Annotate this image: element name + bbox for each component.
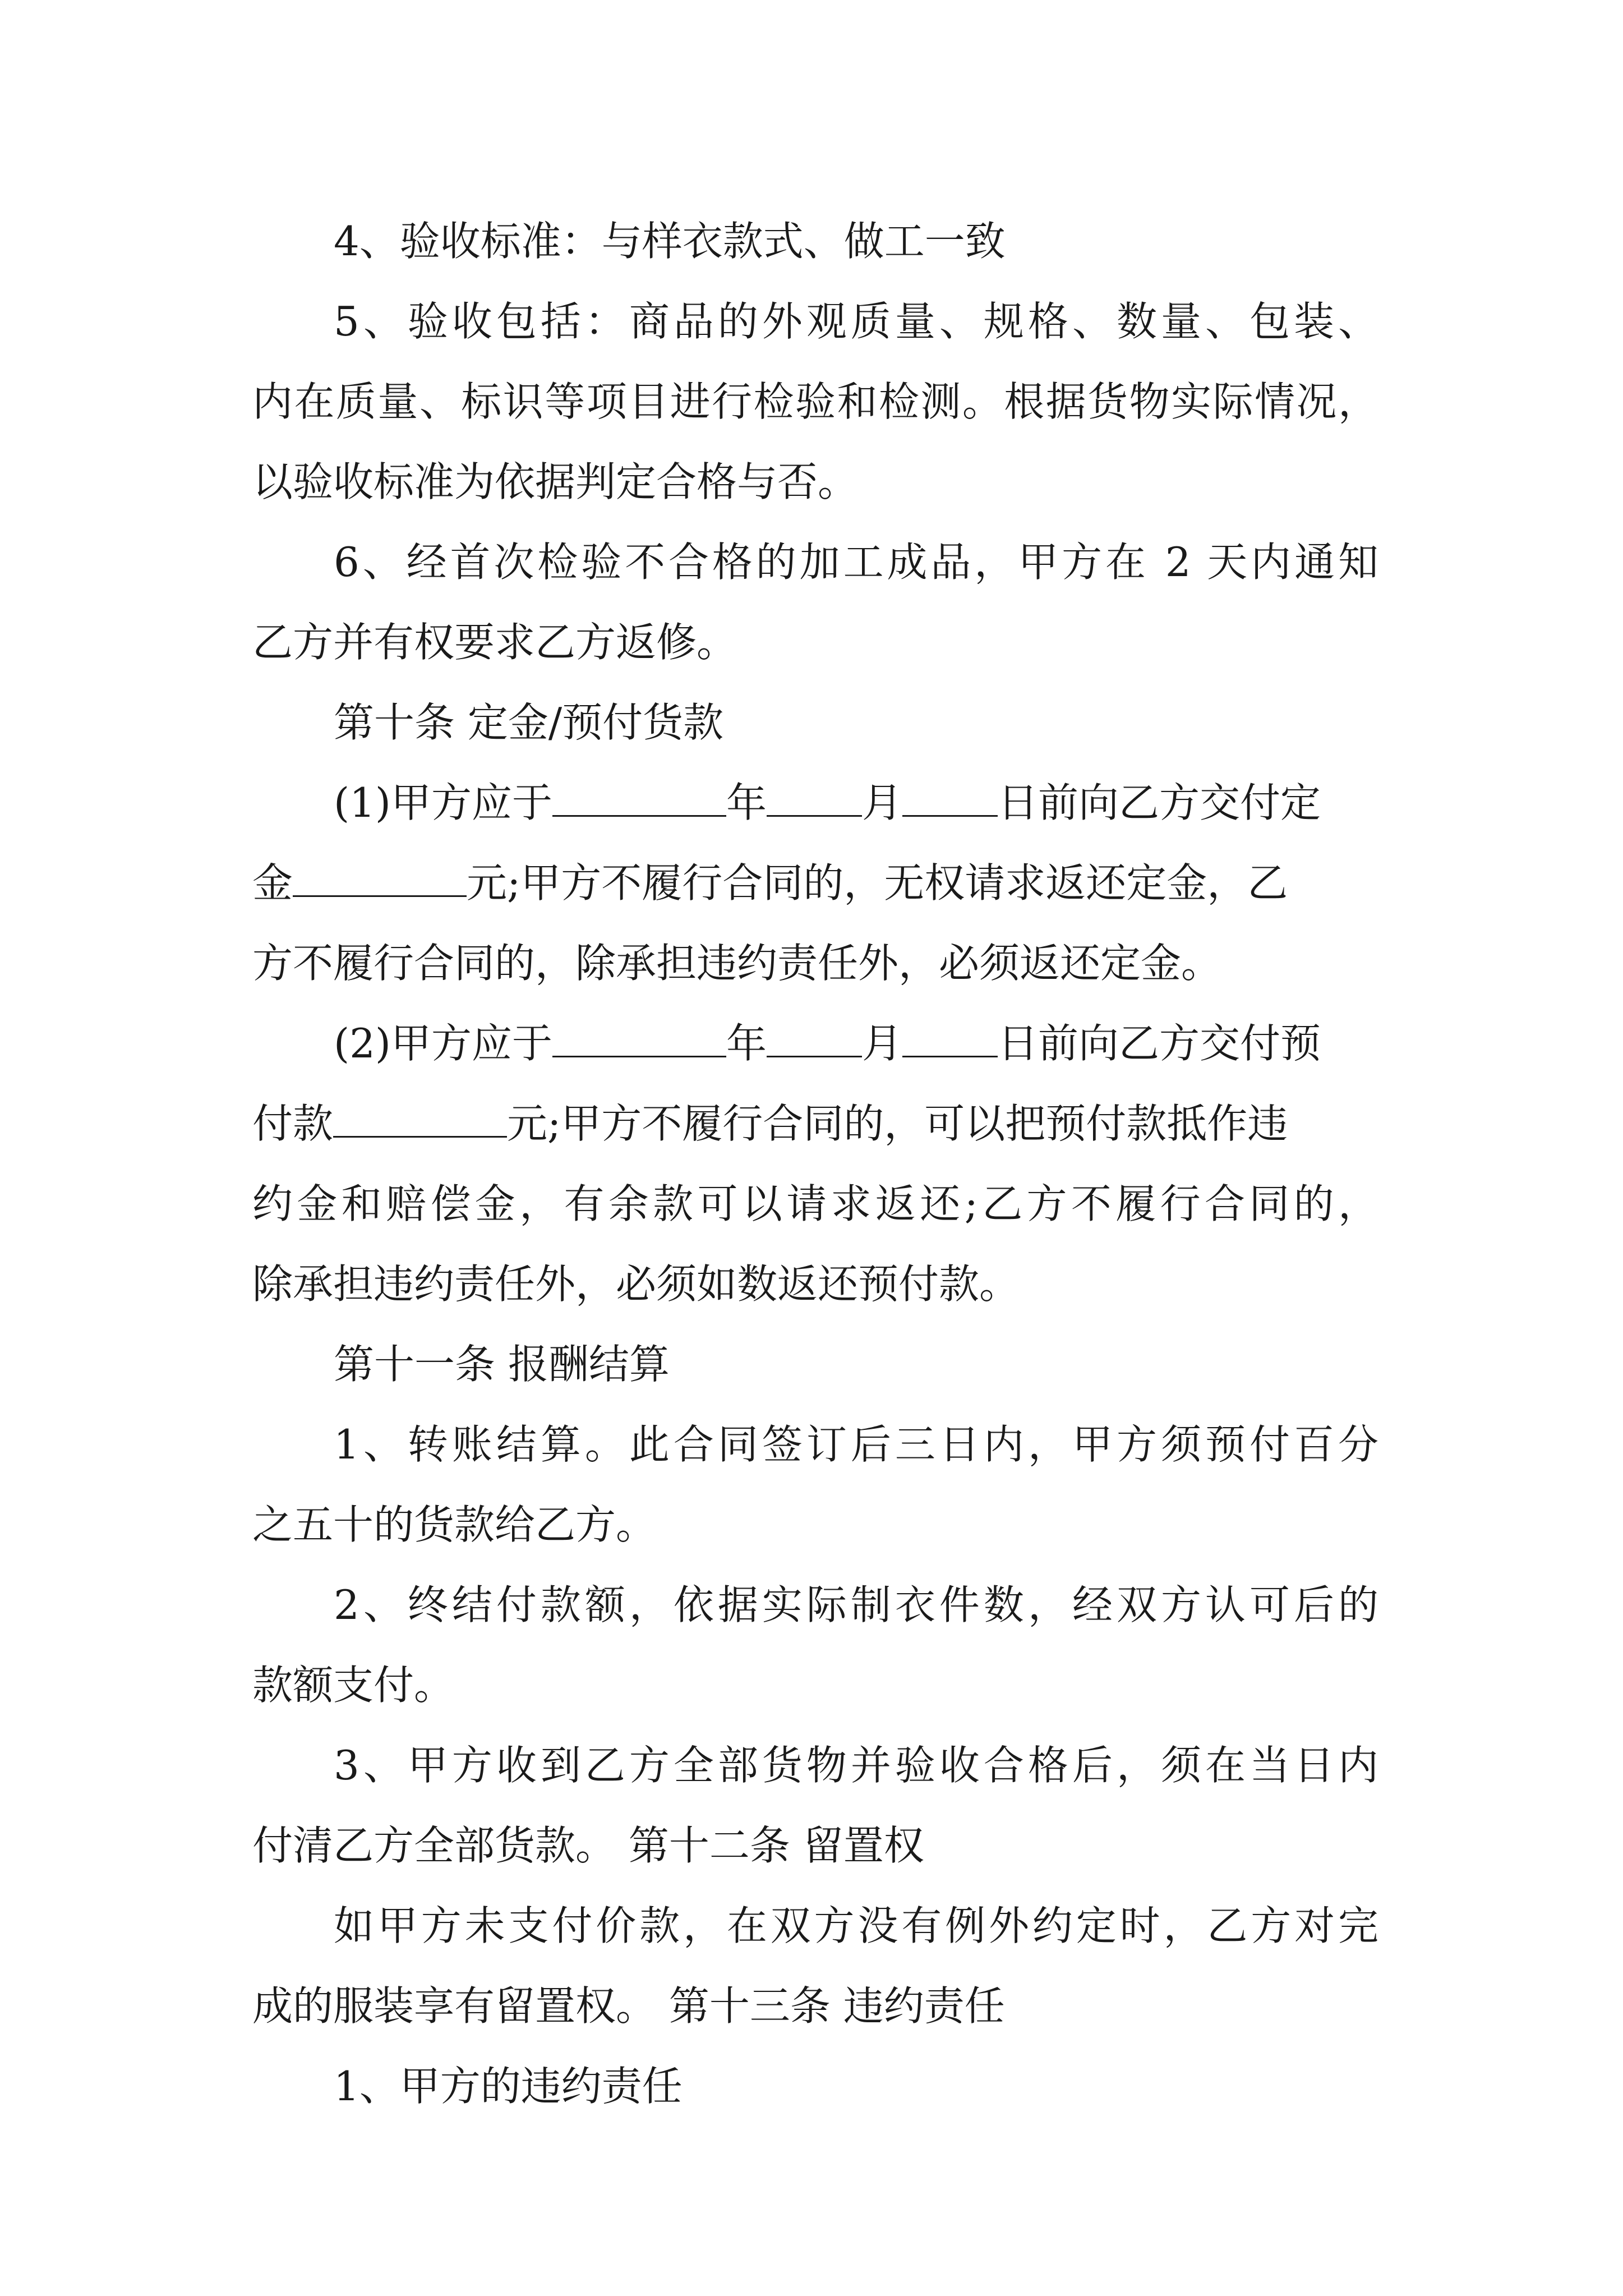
blank-field-year [552,1016,726,1057]
settlement-item-3-line-1 [252,1726,1378,1806]
blank-field-month [767,1016,862,1057]
settlement-item-2-line-1 [252,1565,1378,1645]
text-span: 约金和赔偿金，有余款可以请求返还;乙方不履行合同的， [252,1180,1378,1227]
text-span: 1、甲方的违约责任 [334,2063,683,2110]
blank-field-day [902,1016,998,1057]
text-span: 金 [252,859,293,907]
text-span: 元;甲方不履行合同的，可以把预付款抵作违 [507,1100,1288,1147]
text-span: (1)甲方应于 [334,779,552,826]
acceptance-standard-line [252,201,1378,282]
text-span: 日前向乙方交付定 [998,779,1321,826]
blank-field-day [902,776,998,817]
acceptance-scope-line-3 [252,442,1378,522]
liability-item-1 [252,2046,1378,2127]
text-span: 3、甲方收到乙方全部货物并验收合格后，须在当日内 [334,1742,1378,1789]
lien-clause-line-2 [252,1966,1378,2046]
text-span: 之五十的货款给乙方。 [252,1501,657,1548]
rework-line-2 [252,602,1378,683]
acceptance-scope-line-1 [252,282,1378,362]
text-span: (2)甲方应于 [334,1020,552,1067]
text-span: 日前向乙方交付预 [998,1020,1321,1067]
text-span: 方不履行合同的，除承担违约责任外，必须返还定金。 [252,940,1222,987]
prepayment-clause-line-3 [252,1164,1378,1244]
deposit-clause-line-3 [252,923,1378,1004]
prepayment-clause-line-4 [252,1244,1378,1324]
text-span: 6、经首次检验不合格的加工成品，甲方在 2 天内通知 [334,539,1378,586]
text-span: 月 [862,779,903,826]
contract-text [252,201,1378,2127]
section-heading: 第十条 定金/预付货款 [334,699,724,746]
article-11-heading [252,1324,1378,1405]
text-span: 付款 [252,1100,334,1147]
text-span: 4、验收标准：与样衣款式、做工一致 [334,218,1006,265]
acceptance-scope-line-2 [252,362,1378,442]
text-span: 除承担违约责任外，必须如数返还预付款。 [252,1260,1020,1308]
settlement-item-1-line-2 [252,1485,1378,1565]
rework-line-1 [252,522,1378,602]
blank-field-year [552,776,726,817]
text-span: 乙方并有权要求乙方返修。 [252,619,737,666]
prepayment-clause-line-2 [252,1084,1378,1164]
text-span: 2、终结付款额，依据实际制衣件数，经双方认可后的 [334,1581,1378,1628]
deposit-clause-line-2 [252,843,1378,923]
settlement-item-3-line-2 [252,1806,1378,1886]
section-heading: 第十一条 报酬结算 [334,1341,670,1388]
blank-field-month [767,776,862,817]
text-span: 如甲方未支付价款，在双方没有例外约定时，乙方对完 [334,1902,1378,1949]
text-span: 5、验收包括：商品的外观质量、规格、数量、包装、 [334,298,1378,345]
text-span: 年 [726,779,767,826]
blank-field-amount [333,1097,507,1138]
text-span: 成的服装享有留置权。 第十三条 违约责任 [252,1982,1005,2030]
text-span: 年 [726,1020,767,1067]
text-span: 内在质量、标识等项目进行检验和检测。根据货物实际情况， [252,378,1378,425]
text-span: 元;甲方不履行合同的，无权请求返还定金，乙 [467,859,1288,907]
text-span: 1、转账结算。此合同签订后三日内，甲方须预付百分 [334,1421,1378,1468]
settlement-item-2-line-2 [252,1645,1378,1726]
blank-field-amount [293,856,467,897]
settlement-item-1-line-1 [252,1405,1378,1485]
text-span: 月 [862,1020,903,1067]
text-span: 付清乙方全部货款。 第十二条 留置权 [252,1822,924,1869]
deposit-clause-line-1 [252,763,1378,843]
prepayment-clause-line-1 [252,1004,1378,1084]
text-span: 款额支付。 [252,1662,455,1709]
lien-clause-line-1 [252,1886,1378,1966]
article-10-heading [252,683,1378,763]
text-span: 以验收标准为依据判定合格与否。 [252,458,859,505]
